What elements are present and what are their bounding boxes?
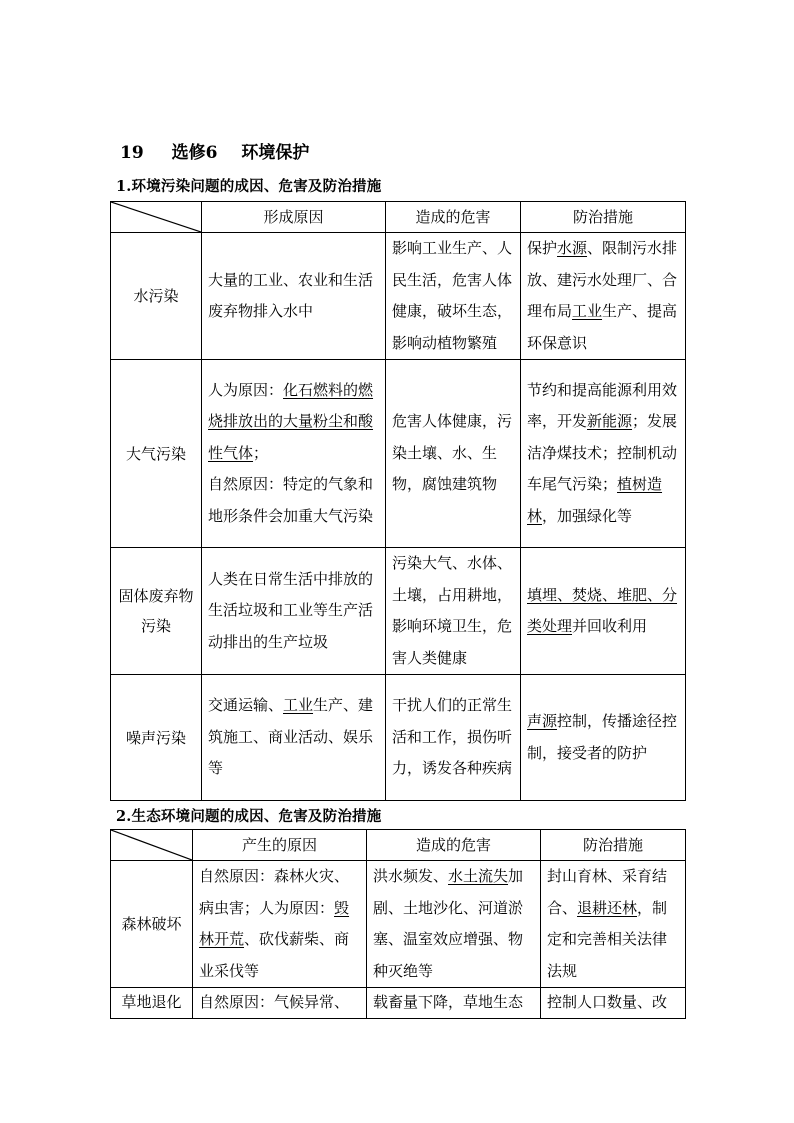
text-run: 污染大气、水体、土壤，占用耕地，影响环境卫生，危害人类健康 [392,554,513,667]
table-header-row [111,202,686,233]
text-run: 封山育林、采育结合、 [547,867,668,917]
text-run: ； [253,443,269,462]
underlined-text: 声源 [527,712,558,730]
pollution-table [110,201,686,801]
text-run: 交通运输、 [208,696,284,715]
text-run: 加剧、土地沙化、河道淤塞、温室效应增强、物种灭绝等 [373,867,524,980]
measures-cell [541,988,686,1019]
underlined-text: 退耕还林 [577,898,638,917]
row-header-1: 大气污染 [111,360,202,548]
underlined-text: 填埋、焚烧、堆肥、分类处理 [527,585,678,635]
table-row [111,233,686,360]
table-row [111,988,686,1019]
text-run: 人类在日常生活中排放的生活垃圾和工业等生产活动排出的生产垃圾 [208,569,374,651]
row-header-0: 森林破坏 [111,861,193,988]
underlined-text: 毁林开荒 [199,898,350,948]
table-row [111,861,686,988]
underlined-text: 化石燃料的燃烧排放出的大量粉尘和酸性气体 [208,380,374,462]
underlined-text: 植树造林 [527,475,663,525]
title-module: 选修6 [171,143,218,163]
section1-heading: 1.环境污染问题的成因、危害及防治措施 [116,178,382,195]
ecology-table [110,829,686,1019]
text-run: 自然原因：气候异常、 [199,993,350,1011]
row-header-0: 水污染 [111,233,202,360]
header-measures: 防治措施 [541,830,686,861]
underlined-text: 水土流失 [448,867,509,885]
text-run: 控制人口数量、改 [547,993,668,1011]
table-row [111,675,686,801]
text-run: 控制，传播途径控制，接受者的防护 [527,712,678,762]
header-cause: 产生的原因 [193,830,367,861]
measures-cell [541,861,686,988]
text-run: 并回收利用 [572,617,648,635]
underlined-text: 工业 [283,696,314,715]
corner-cell [111,830,193,861]
text-run: 、限制污水排放、建污水处理厂、合理布局 [527,239,678,320]
text-run: 生产、提高环保意识 [527,302,678,352]
cause-cell [193,861,367,988]
text-run: 危害人体健康，污染土壤、水、生物，腐蚀建筑物 [392,412,513,494]
underlined-text: 水源 [557,239,588,257]
harm-cell [386,360,521,548]
harm-cell [386,675,521,801]
harm-cell [386,548,521,675]
text-run: 保护 [527,239,558,257]
text-run: 载畜量下降，草地生态 [373,993,524,1011]
header-measures: 防治措施 [521,202,686,233]
header-cause: 形成原因 [202,202,386,233]
text-run: 影响工业生产、人民生活，危害人体健康，破坏生态，影响动植物繁殖 [392,239,513,352]
text-run: 大量的工业、农业和生活废弃物排入水中 [208,270,374,320]
cause-cell [202,233,386,360]
title-number: 19 [120,143,144,163]
table-row [111,548,686,675]
row-header-1: 草地退化 [111,988,193,1019]
text-run: 自然原因：森林火灾、病虫害；人为原因： [199,867,350,917]
header-harm: 造成的危害 [367,830,541,861]
underlined-text: 新能源 [587,412,633,431]
measures-cell [521,548,686,675]
text-run: ，制定和完善相关法律法规 [547,898,668,980]
page-title [120,138,309,163]
underlined-text: 工业 [572,302,603,320]
harm-cell [367,861,541,988]
header-harm: 造成的危害 [386,202,521,233]
text-run: 、砍伐薪柴、商业采伐等 [199,930,350,980]
table-row [111,360,686,548]
text-run: 生产、建筑施工、商业活动、娱乐等 [208,696,374,778]
table-header-row [111,830,686,861]
text-run: 干扰人们的正常生活和工作，损伤听力，诱发各种疾病 [392,696,513,778]
text-run: 节约和提高能源利用效率，开发 [527,380,678,431]
harm-cell [367,988,541,1019]
text-run: 人为原因： [208,380,284,399]
measures-cell [521,233,686,360]
measures-cell [521,360,686,548]
cause-cell [193,988,367,1019]
text-run: ；发展洁净煤技术；控制机动车尾气污染； [527,412,678,494]
cause-cell [202,675,386,801]
harm-cell [386,233,521,360]
text-run: ，加强绿化等 [542,506,633,525]
measures-cell [521,675,686,801]
row-header-3: 噪声污染 [111,675,202,801]
cause-cell [202,360,386,548]
corner-cell [111,202,202,233]
row-header-2: 固体废弃物污染 [111,548,202,675]
cause-cell [202,548,386,675]
title-topic: 环境保护 [241,143,310,163]
section2-heading: 2.生态环境问题的成因、危害及防治措施 [116,808,382,825]
text-run: 自然原因：特定的气象和地形条件会加重大气污染 [208,475,374,525]
text-run: 洪水频发、 [373,867,449,885]
